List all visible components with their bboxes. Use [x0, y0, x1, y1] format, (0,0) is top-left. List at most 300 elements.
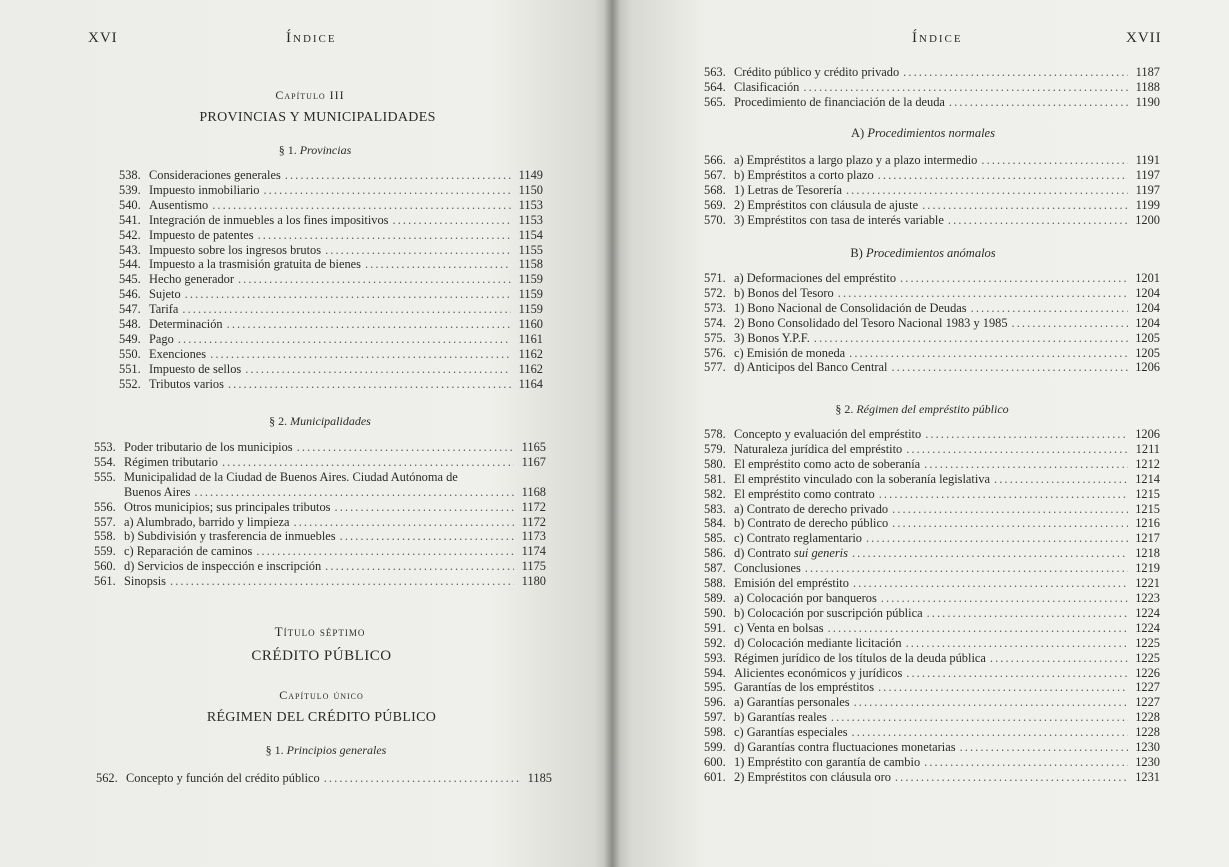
leader-dots	[227, 317, 511, 332]
toc-entry	[704, 710, 1160, 725]
leader-dots	[906, 442, 1128, 457]
toc-entry	[704, 651, 1160, 666]
entry-title-text: Emisión del empréstito	[734, 576, 849, 591]
entry-title	[734, 621, 824, 636]
title-name: CRÉDITO PÚBLICO	[251, 648, 392, 664]
entry-title-text: Tarifa	[149, 302, 179, 317]
entry-number: 580.	[704, 456, 726, 471]
entry-number: 600.	[704, 754, 726, 769]
entry-number: 542.	[119, 227, 141, 242]
section-number: § 2.	[835, 402, 854, 416]
entry-title	[734, 516, 888, 531]
leader-dots	[285, 168, 511, 183]
leader-dots	[922, 198, 1128, 213]
entry-number: 599.	[704, 740, 726, 755]
entry-title	[734, 301, 967, 316]
chapter-unico-label: Capítulo único	[279, 688, 364, 702]
entry-page: 1217	[1135, 531, 1160, 546]
entry-title-text: b) Colocación por suscripción pública	[734, 605, 923, 620]
entry-title	[149, 228, 254, 243]
leader-dots	[948, 213, 1128, 228]
leader-dots	[994, 472, 1128, 487]
entry-number: 588.	[704, 576, 726, 591]
entry-title-text: a) Garantías personales	[734, 695, 850, 710]
entry-title-text: Régimen jurídico de los títulos de la deuda pública	[734, 650, 986, 665]
entry-title	[149, 213, 389, 228]
toc-entry	[704, 606, 1160, 621]
entry-title	[734, 606, 923, 621]
entry-page: 1191	[1135, 153, 1160, 167]
entry-title	[734, 360, 887, 375]
entry-page: 1175	[521, 559, 546, 574]
left-page	[0, 0, 612, 867]
entry-title-text: b) Garantías reales	[734, 710, 827, 725]
entry-page: 1214	[1135, 471, 1160, 486]
entry-title	[734, 710, 827, 725]
subheading-title: Procedimientos anómalos	[865, 246, 996, 260]
subheading-letter: A)	[851, 126, 865, 140]
entry-title-text: Alicientes económicos y jurídicos	[734, 665, 903, 680]
toc-entry	[704, 636, 1160, 651]
entry-title-text: Tributos varios	[149, 376, 224, 391]
toc-entry	[704, 502, 1160, 517]
chapter-unico-title: RÉGIMEN DEL CRÉDITO PÚBLICO	[206, 710, 437, 725]
entry-number: 585.	[704, 531, 726, 546]
entry-number: 553.	[94, 440, 116, 454]
toc-entry	[94, 470, 546, 485]
entry-title	[149, 168, 281, 183]
entry-title	[149, 332, 174, 347]
entry-title	[734, 80, 799, 95]
leader-dots	[881, 591, 1128, 606]
entry-title-text: b) Subdivisión y trasferencia de inmuebles	[124, 529, 336, 544]
entry-number: 574.	[704, 315, 726, 330]
entry-page: 1185	[527, 771, 552, 785]
leader-dots	[924, 755, 1128, 770]
leader-dots	[846, 183, 1128, 198]
entry-page: 1173	[521, 529, 546, 544]
entry-page: 1205	[1135, 345, 1160, 360]
entry-title	[734, 576, 849, 591]
entry-title	[734, 168, 874, 183]
toc-entry	[704, 695, 1160, 710]
toc-entry	[704, 755, 1160, 770]
entry-title-text: d) Anticipos del Banco Central	[734, 360, 888, 375]
toc-entry	[704, 346, 1160, 361]
entry-title-text: 1) Empréstito con garantía de cambio	[734, 754, 921, 769]
leader-dots	[892, 502, 1128, 517]
toc-entry	[704, 198, 1160, 213]
toc-entry	[704, 80, 1160, 95]
entry-title	[126, 771, 320, 786]
leader-dots	[925, 427, 1128, 442]
entry-title-text: d) Servicios de inspección e inscripción	[124, 559, 322, 574]
toc-entry	[704, 153, 1160, 168]
leader-dots	[879, 487, 1128, 502]
entry-title	[734, 472, 990, 487]
toc-entry	[119, 213, 543, 228]
toc-entry	[94, 544, 546, 559]
entry-title	[734, 755, 920, 770]
entry-page: 1200	[1135, 212, 1160, 227]
toc-list-normales	[704, 153, 1160, 228]
entry-number: 550.	[119, 346, 141, 361]
entry-title-text: 1) Letras de Tesorería	[734, 182, 842, 197]
toc-entry	[94, 574, 546, 589]
toc-entry	[704, 442, 1160, 457]
entry-number: 541.	[119, 212, 141, 227]
entry-page: 1231	[1135, 769, 1160, 784]
entry-number: 577.	[704, 360, 726, 375]
leader-dots	[960, 740, 1128, 755]
entry-title	[734, 666, 902, 681]
entry-title	[734, 427, 921, 442]
entry-number: 601.	[704, 769, 726, 784]
toc-entry	[704, 621, 1160, 636]
entry-page: 1165	[521, 440, 546, 454]
entry-page: 1161	[518, 331, 543, 346]
entry-title	[734, 546, 848, 561]
entry-page: 1215	[1135, 501, 1160, 516]
entry-title-text: 3) Bonos Y.P.F.	[734, 330, 810, 345]
entry-number: 593.	[704, 650, 726, 665]
entry-title-text: Conclusiones	[734, 561, 801, 576]
entry-number: 564.	[704, 79, 726, 94]
entry-title	[124, 574, 166, 589]
entry-number: 560.	[94, 559, 116, 574]
entry-title-text: Sinopsis	[124, 574, 167, 589]
leader-dots	[892, 516, 1128, 531]
entry-number: 566.	[704, 153, 726, 167]
entry-page: 1159	[518, 302, 543, 317]
entry-number: 581.	[704, 471, 726, 486]
toc-entry	[94, 500, 546, 515]
leader-dots	[238, 272, 511, 287]
leader-dots	[828, 621, 1128, 636]
entry-number: 544.	[119, 257, 141, 272]
entry-page: 1172	[521, 514, 546, 529]
right-running-head: Índice	[912, 30, 963, 46]
entry-title-text: Municipalidad de la Ciudad de Buenos Aires. Ciudad Autónoma de	[124, 469, 458, 484]
leader-dots	[903, 65, 1128, 80]
leader-dots	[194, 485, 514, 500]
subheading-procedimientos-anomalos	[612, 246, 1229, 261]
entry-title-text: Clasificación	[734, 79, 800, 94]
entry-title-text: Impuesto de sellos	[149, 361, 242, 376]
entry-page: 1230	[1135, 740, 1160, 755]
entry-number: 576.	[704, 345, 726, 360]
entry-number: 561.	[94, 574, 116, 589]
entry-page: 1204	[1135, 315, 1160, 330]
toc-entry	[704, 680, 1160, 695]
entry-page: 1159	[518, 287, 543, 302]
leader-dots	[324, 771, 520, 786]
entry-title	[734, 531, 862, 546]
book-gutter	[604, 0, 620, 867]
entry-title	[124, 500, 331, 515]
entry-number: 539.	[119, 182, 141, 197]
toc-entry	[94, 559, 546, 574]
entry-title-text: Naturaleza jurídica del empréstito	[734, 441, 903, 456]
entry-title	[149, 377, 224, 392]
entry-number: 596.	[704, 695, 726, 710]
entry-number: 575.	[704, 330, 726, 345]
entry-title-text: El empréstito como contrato	[734, 486, 875, 501]
entry-title-text: a) Colocación por banqueros	[734, 590, 877, 605]
entry-number: 554.	[94, 454, 116, 469]
leader-dots	[891, 360, 1128, 375]
entry-title	[124, 515, 290, 530]
entry-title-text: a) Alumbrado, barrido y limpieza	[124, 514, 290, 529]
entry-number: 568.	[704, 182, 726, 197]
entry-title	[124, 559, 321, 574]
section-title: Régimen del empréstito público	[856, 402, 1009, 416]
entry-number: 583.	[704, 501, 726, 516]
entry-title-text: b) Bonos del Tesoro	[734, 285, 834, 300]
leader-dots	[949, 95, 1128, 110]
entry-page: 1159	[518, 272, 543, 287]
leader-dots	[365, 257, 511, 272]
entry-title	[124, 529, 336, 544]
entry-title-text: Concepto y función del crédito público	[126, 771, 320, 785]
chapter-title: PROVINCIAS Y MUNICIPALIDADES	[199, 110, 436, 125]
leader-dots	[170, 574, 514, 589]
toc-entry	[704, 516, 1160, 531]
leader-dots	[263, 183, 511, 198]
entry-title-text: Procedimiento de financiación de la deuda	[734, 94, 945, 109]
entry-title-text: Hecho generador	[149, 272, 234, 287]
leader-dots	[927, 606, 1128, 621]
toc-entry	[704, 561, 1160, 576]
entry-number: 570.	[704, 212, 726, 227]
left-page-number: XVI	[88, 30, 118, 46]
entry-number: 597.	[704, 710, 726, 725]
entry-number: 565.	[704, 94, 726, 109]
entry-number: 592.	[704, 635, 726, 650]
toc-entry	[704, 213, 1160, 228]
entry-title-text: c) Contrato reglamentario	[734, 531, 862, 546]
entry-page: 1197	[1135, 167, 1160, 182]
entry-page: 1201	[1135, 271, 1160, 285]
leader-dots	[335, 500, 515, 515]
section-heading-municipalidades	[0, 414, 612, 429]
entry-number: 543.	[119, 242, 141, 257]
section-heading-emprestito	[612, 402, 1229, 417]
entry-page: 1225	[1135, 650, 1160, 665]
toc-entry	[119, 272, 543, 287]
leader-dots	[294, 515, 514, 530]
leader-dots	[906, 666, 1128, 681]
entry-title	[149, 362, 241, 377]
entry-page: 1172	[521, 499, 546, 514]
leader-dots	[831, 710, 1128, 725]
subheading-letter: B)	[850, 246, 863, 260]
entry-number: 557.	[94, 514, 116, 529]
entry-number: 587.	[704, 561, 726, 576]
entry-page: 1226	[1135, 665, 1160, 680]
toc-entry	[119, 302, 543, 317]
toc-entry	[704, 168, 1160, 183]
leader-dots	[895, 770, 1128, 785]
entry-number: 558.	[94, 529, 116, 544]
entry-title	[734, 487, 875, 502]
entry-page: 1221	[1135, 576, 1160, 591]
toc-entry	[704, 740, 1160, 755]
entry-title	[124, 440, 293, 455]
entry-title-text: 3) Empréstitos con tasa de interés variable	[734, 212, 944, 227]
entry-page: 1158	[518, 257, 543, 272]
toc-entry	[119, 377, 543, 392]
entry-title	[149, 257, 361, 272]
entry-page: 1162	[518, 361, 543, 376]
toc-entry	[119, 168, 543, 183]
entry-title	[734, 286, 834, 301]
toc-entry	[119, 317, 543, 332]
right-page-number: XVII	[1126, 30, 1162, 46]
leader-dots	[210, 347, 511, 362]
toc-entry	[119, 362, 543, 377]
entry-page: 1215	[1135, 486, 1160, 501]
toc-entry	[94, 440, 546, 455]
leader-dots	[814, 331, 1128, 346]
entry-title	[149, 287, 181, 302]
toc-entry	[119, 183, 543, 198]
leader-dots	[245, 362, 511, 377]
entry-title	[734, 65, 899, 80]
entry-page: 1204	[1135, 285, 1160, 300]
toc-entry	[704, 546, 1160, 561]
entry-title-text: Impuesto a la trasmisión gratuita de bienes	[149, 257, 361, 272]
entry-number: 562.	[96, 771, 118, 785]
entry-title	[149, 317, 223, 332]
entry-page: 1174	[521, 544, 546, 559]
entry-page: 1149	[518, 168, 543, 182]
entry-number: 549.	[119, 331, 141, 346]
entry-title	[734, 740, 956, 755]
entry-title-text: Exenciones	[149, 346, 207, 361]
toc-entry	[704, 591, 1160, 606]
entry-title-text: 2) Bono Consolidado del Tesoro Nacional 1983 y 1985	[734, 315, 1008, 330]
leader-dots	[182, 302, 511, 317]
leader-dots	[805, 561, 1128, 576]
entry-title-text: d) Contrato	[734, 546, 791, 561]
entry-number: 545.	[119, 272, 141, 287]
section-title: Principios generales	[286, 743, 387, 757]
entry-title-text: 2) Empréstitos con cláusula de ajuste	[734, 197, 919, 212]
toc-entry	[704, 271, 1160, 286]
entry-title-text: Integración de inmuebles a los fines impositivos	[149, 212, 389, 227]
toc-entry	[704, 725, 1160, 740]
entry-title-text: 1) Bono Nacional de Consolidación de Deudas	[734, 300, 967, 315]
leader-dots	[838, 286, 1128, 301]
toc-entry	[704, 360, 1160, 375]
leader-dots	[325, 243, 511, 258]
entry-page: 1197	[1135, 182, 1160, 197]
entry-title	[734, 636, 902, 651]
entry-page: 1187	[1135, 65, 1160, 79]
entry-number: 586.	[704, 546, 726, 561]
entry-title	[124, 485, 190, 500]
entry-title	[734, 680, 874, 695]
entry-number: 590.	[704, 605, 726, 620]
leader-dots	[990, 651, 1128, 666]
entry-number: 559.	[94, 544, 116, 559]
entry-title	[734, 561, 801, 576]
entry-number: 551.	[119, 361, 141, 376]
leader-dots	[297, 440, 514, 455]
entry-title	[124, 455, 218, 470]
entry-title	[149, 302, 178, 317]
subheading-procedimientos-normales	[612, 126, 1229, 141]
entry-number: 567.	[704, 167, 726, 182]
toc-entry	[704, 770, 1160, 785]
entry-number: 594.	[704, 665, 726, 680]
leader-dots	[854, 695, 1128, 710]
entry-number: 540.	[119, 197, 141, 212]
toc-entry	[704, 472, 1160, 487]
leader-dots	[212, 198, 511, 213]
leader-dots	[849, 346, 1128, 361]
entry-title-text: Ausentismo	[149, 197, 209, 212]
leader-dots	[803, 80, 1128, 95]
leader-dots	[228, 377, 511, 392]
entry-title	[734, 95, 945, 110]
toc-entry	[704, 576, 1160, 591]
entry-page: 1212	[1135, 456, 1160, 471]
entry-title-text: c) Garantías especiales	[734, 725, 848, 740]
leader-dots	[325, 559, 514, 574]
toc-list-municipalidades	[94, 440, 546, 589]
entry-page: 1190	[1135, 94, 1160, 109]
toc-entry	[94, 529, 546, 544]
entry-page: 1228	[1135, 710, 1160, 725]
entry-title-text: c) Reparación de caminos	[124, 544, 253, 559]
entry-title	[734, 457, 920, 472]
leader-dots	[1012, 316, 1128, 331]
entry-number: 573.	[704, 300, 726, 315]
entry-number: 563.	[704, 65, 726, 79]
section-title: Provincias	[299, 143, 352, 157]
toc-entry	[704, 95, 1160, 110]
toc-entry	[704, 531, 1160, 546]
entry-page: 1206	[1135, 360, 1160, 375]
entry-title-text: b) Empréstitos a corto plazo	[734, 167, 874, 182]
left-running-head: Índice	[286, 30, 337, 46]
entry-page: 1167	[521, 454, 546, 469]
entry-title	[734, 651, 986, 666]
entry-page: 1164	[518, 376, 543, 391]
toc-entry	[119, 332, 543, 347]
entry-number: 584.	[704, 516, 726, 531]
entry-number: 552.	[119, 376, 141, 391]
entry-title	[149, 243, 321, 258]
toc-entry	[704, 487, 1160, 502]
entry-title-text: Sujeto	[149, 287, 181, 302]
entry-title	[734, 725, 848, 740]
entry-title-text: Otros municipios; sus principales tributos	[124, 499, 331, 514]
leader-dots	[852, 725, 1128, 740]
entry-page: 1188	[1135, 79, 1160, 94]
toc-entry	[704, 666, 1160, 681]
entry-title	[734, 442, 902, 457]
toc-entry	[704, 457, 1160, 472]
leader-dots	[178, 332, 511, 347]
toc-entry	[704, 301, 1160, 316]
entry-number: 556.	[94, 499, 116, 514]
entry-title	[734, 153, 977, 168]
entry-number: 579.	[704, 441, 726, 456]
entry-title	[734, 331, 810, 346]
